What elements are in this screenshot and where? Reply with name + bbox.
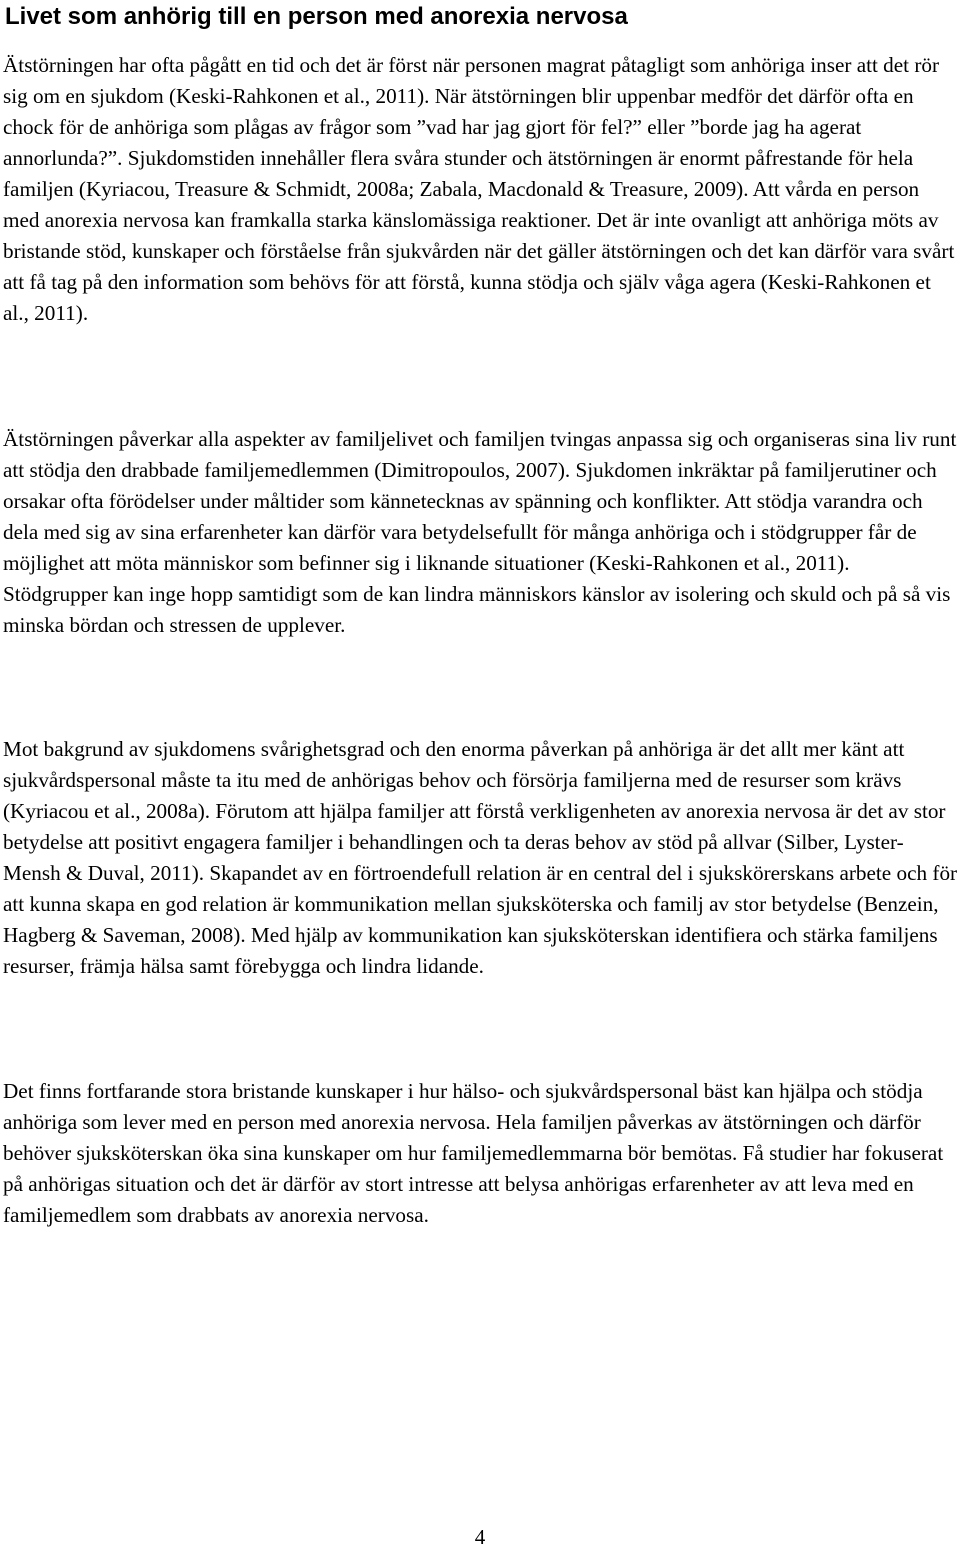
paragraph: Mot bakgrund av sjukdomens svårighetsgrad och den enorma påverkan på anhöriga är det allt mer känt att sjukvårdspersonal måste ta itu med de anhörigas behov och försörja familjerna med de resurser som krävs (Kyriacou et al., 2008a). Förutom att hjälpa familjer att förstå verkligenheten av anorexia nervosa är det av stor betydelse att positivt engagera familjer i behandlingen och ta deras behov av stöd på allvar (Silber, Lyster-Mensh & Duval, 2011). Skapandet av en förtroendefull relation är en central del i sjukskörerskans arbete och för att kunna skapa en god relation är kommunikation mellan sjuksköterska och familj av stor betydelse (Benzein, Hagberg & Saveman, 2008). Med hjälp av kommunikation kan sjuksköterskan identifiera och stärka familjens resurser, främja hälsa samt förebygga och lindra lidande. bbox=[3, 737, 958, 978]
paragraph: Det finns fortfarande stora bristande kunskaper i hur hälso- och sjukvårdspersonal bäst kan hjälpa och stödja anhöriga som lever med en person med anorexia nervosa. Hela familjen påverkas av ätstörningen och därför behöver sjuksköterskan öka sina kunskaper om hur familjemedlemmarna bör bemötas. Få studier har fokuserat på anhörigas situation och det är därför av stort intresse att belysa anhörigas erfarenheter av att leva med en familjemedlem som drabbats av anorexia nervosa. bbox=[3, 1079, 944, 1227]
paragraph: Ätstörningen påverkar alla aspekter av familjelivet och familjen tvingas anpassa sig och organiseras sina liv runt att stödja den drabbade familjemedlemmen (Dimitropoulos, 2007). Sjukdomen inkräktar på familjerutiner och orsakar ofta förödelser under måltider som kännetecknas av spänning och konflikter. Att stödja varandra och dela med sig av sina erfarenheter kan därför vara betydelsefullt för många anhöriga och i stödgrupper får de möjlighet att möta människor som befinner sig i liknande situationer (Keski-Rahkonen et al., 2011). Stödgrupper kan inge hopp samtidigt som de kan lindra människors känslor av isolering och skuld och på så vis minska bördan och stressen de upplever. bbox=[3, 427, 957, 637]
page-number: 4 bbox=[474, 1525, 486, 1549]
paragraph: Ätstörningen har ofta pågått en tid och det är först när personen magrat påtagligt som anhöriga inser att det rör sig om en sjukdom (Keski-Rahkonen et al., 2011). När ätstörningen blir uppenbar medför det därför ofta en chock för de anhöriga som plågas av frågor som ”vad har jag gjort för fel?” eller ”borde jag ha agerat annorlunda?”. Sjukdomstiden innehåller flera svåra stunder och ätstörningen är enormt påfrestande för hela familjen (Kyriacou, Treasure & Schmidt, 2008a; Zabala, Macdonald & Treasure, 2009). Att vårda en person med anorexia nervosa kan framkalla starka känslomässiga reaktioner. Det är inte ovanligt att anhöriga möts av bristande stöd, kunskaper och förståelse från sjukvården när det gäller ätstörningen och det kan därför vara svårt att få tag på den information som behövs för att förstå, kunna stödja och själv våga agera (Keski-Rahkonen et al., 2011). bbox=[3, 53, 955, 325]
section-heading: Livet som anhörig till en person med anorexia nervosa bbox=[5, 3, 628, 30]
